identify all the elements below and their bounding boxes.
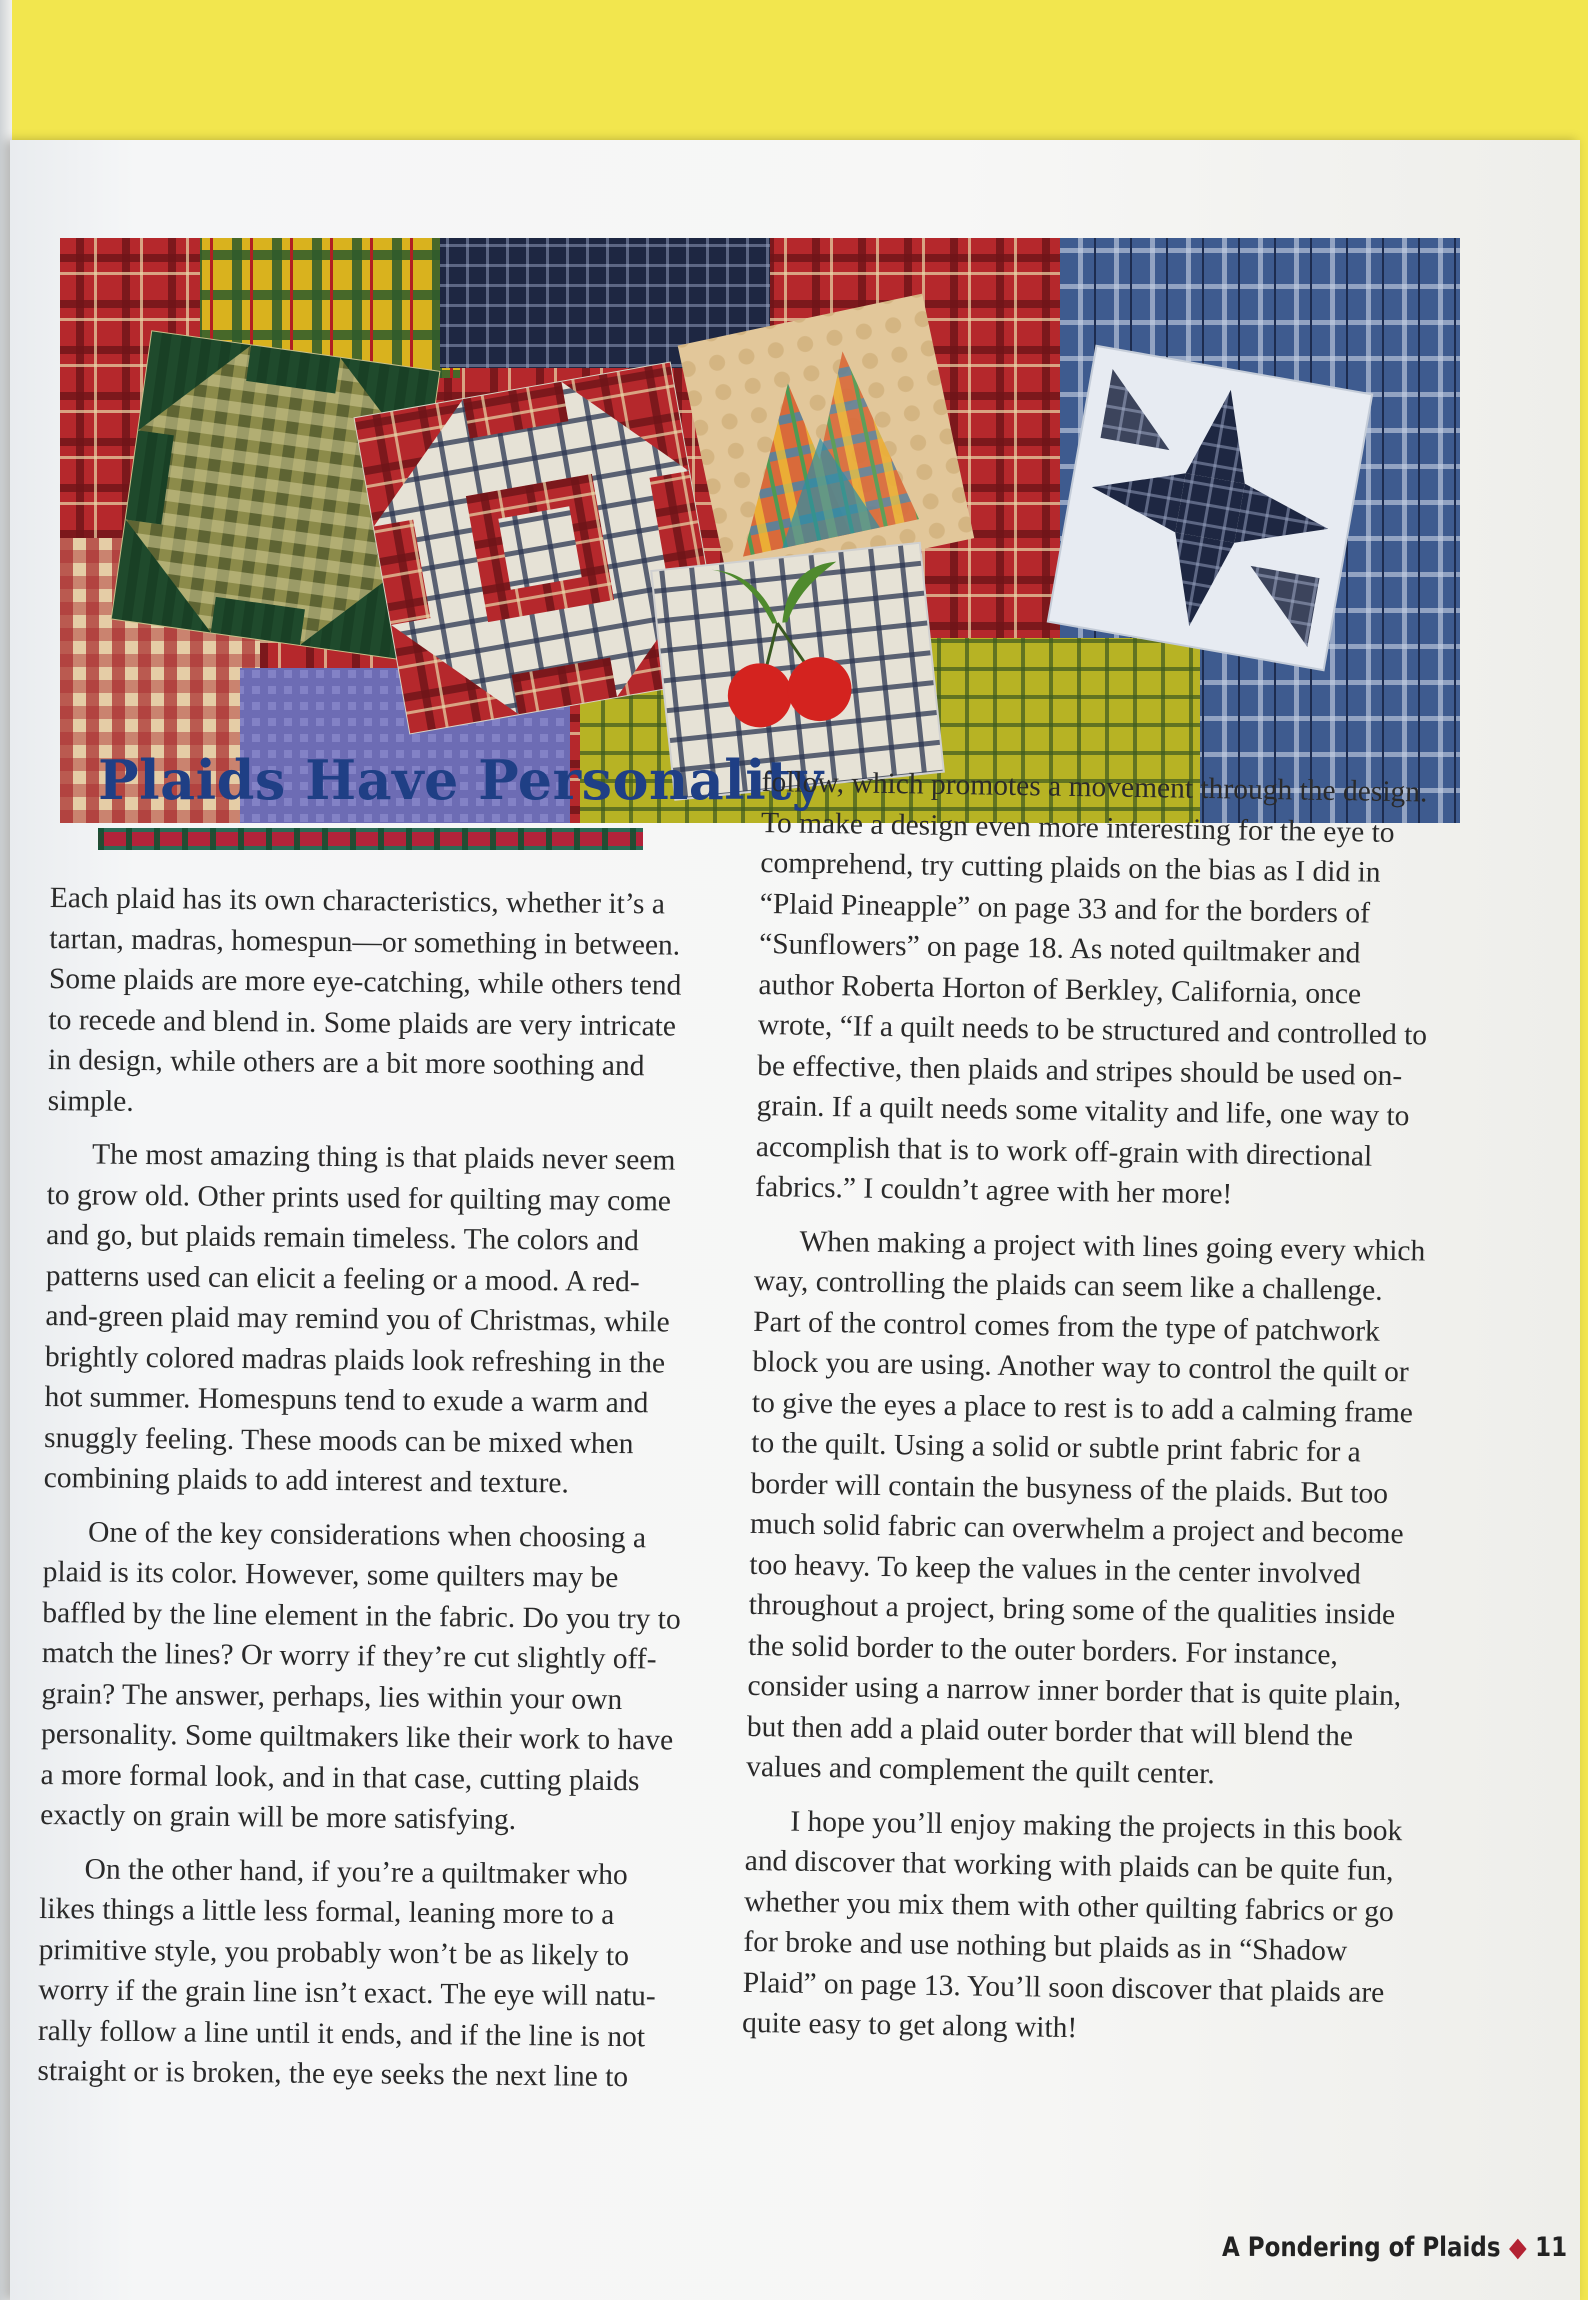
paragraph-right-1: follow, which promotes a movement through the design. To make a design even more interesting for the eye to comprehend, try cutting plaids on the bias as I did in “Plaid Pineapple” on page 33 and for the borders of “Sunflowers” on page 18. As noted quiltmaker and author Roberta Horton of Berkley, California, once wrote, “If a quilt needs to be structured and controlled to be effective, then plaids and stripes should be used on-grain. If a quilt needs some vitality and life, one way to accomplish that is to work off-grain with directional fabrics.” I couldn’t agree with her more! [755, 765, 1428, 1211]
paragraph-left-4: On the other hand, if you’re a quiltmaker who likes things a little less formal, leaning more to a primitive style, you probably won’t be as likely to worry if the grain line isn’t exact. The eye will naturally follow a line until it ends, and if the line is not straight or is broken, the eye seeks the next line to [37, 1852, 656, 2094]
paragraph-right-3: I hope you’ll enjoy making the projects in this book and discover that working with plaids can be quite fun, whether you mix them with other quilting fabrics or go for broke and use nothing but plaids as in “Shadow Plaid” on page 13. You’ll soon discover that plaids are quite easy to get along with! [741, 1805, 1403, 2045]
paragraph-left-2: The most amazing thing is that plaids never seem to grow old. Other prints used for quilting may come and go, but plaids remain timeless. The colors and patterns used can elicit a feeling or a mood. A red-and-green plaid may remind you of Christmas, while brightly colored madras plaids look refreshing in the hot summer. Homespuns tend to exude a warm and snuggly feeling. These moods can be mixed when combining plaids to add interest and texture. [43, 1138, 676, 1500]
right-text-column [742, 762, 1434, 2054]
page-footer [1222, 2232, 1567, 2263]
paragraph-left-1: Each plaid has its own characteristics, whether it’s a tartan, madras, homespun—or something in between. Some plaids are more eye-catching, while others tend to recede and blend in. Some plaids are very intricate in design, while others are a bit more soothing and simple. [47, 881, 682, 1118]
diamond-icon: ◆ [1508, 2232, 1527, 2263]
paragraph-left-3: One of the key considerations when choosing a plaid is its color. However, some quilters may be baffled by the line element in the fabric. Do you try to match the lines? Or worry if they’re cut slightly off-grain? The answer, perhaps, lies within your own personality. Some quiltmakers like their work to have a more formal look, and in that case, cutting plaids exactly on grain will be more satisfying. [40, 1515, 681, 1836]
left-text-column [37, 878, 692, 2098]
running-title: A Pondering of Plaids [1222, 2232, 1501, 2263]
page-number: 11 [1535, 2232, 1568, 2263]
quilt-blocks-photo [60, 238, 1460, 823]
quilt-blocks-illustration [60, 238, 1460, 823]
plaid-ribbon-rule [98, 828, 643, 850]
paragraph-right-2: When making a project with lines going every which way, controlling the plaids can seem like a challenge. Part of the control comes from the type of patchwork block you are using. Another way to control the quilt or to give the eyes a place to rest is to add a calming frame to the quilt. Using a solid or subtle print fabric for a border will contain the busyness of the plaids. But too much solid fabric can overwhelm a project and become too heavy. To keep the values in the center involved throughout a project, bring some of the qualities inside the solid border to the outer borders. For instance, consider using a narrow inner border that is quite plain, but then add a plaid outer border that will blend the values and complement the quilt center. [745, 1225, 1426, 1791]
section-heading: Plaids Have Personality [98, 748, 824, 812]
